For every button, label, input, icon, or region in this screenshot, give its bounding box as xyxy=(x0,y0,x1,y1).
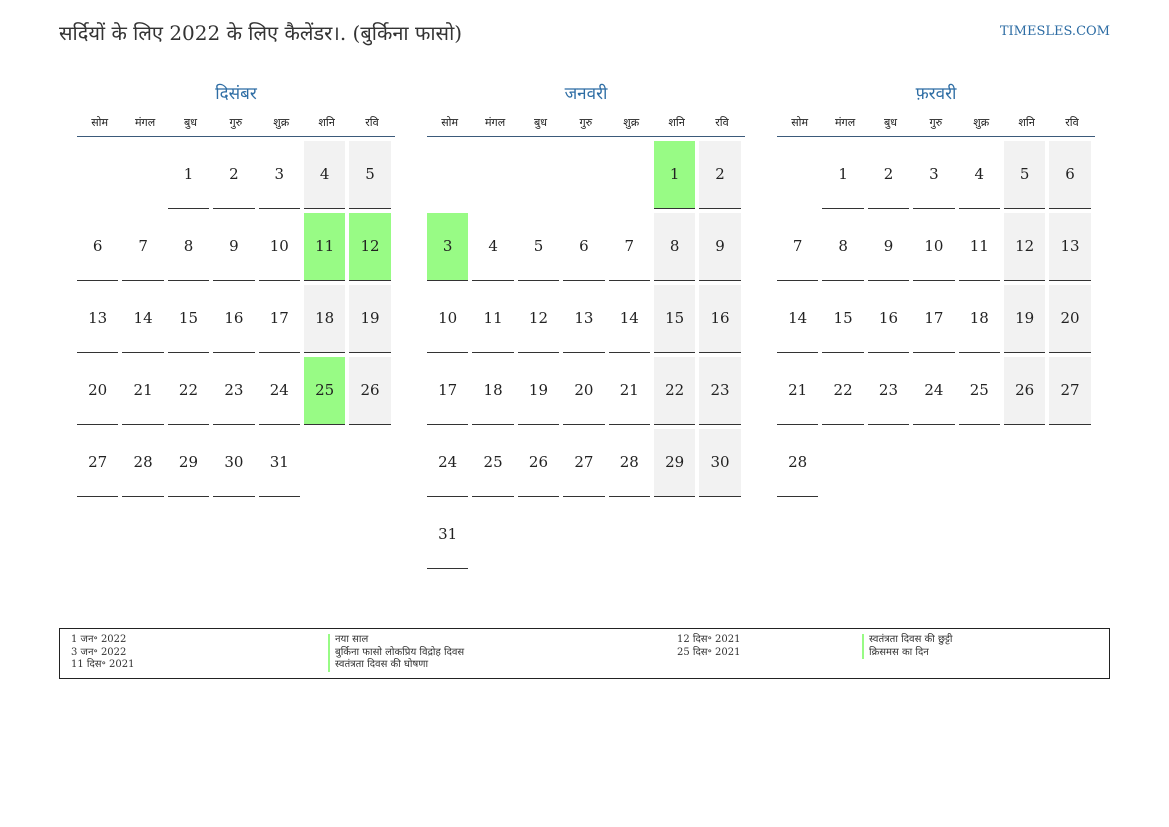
day-cell: 26 xyxy=(518,429,559,497)
weekday-label: रवि xyxy=(365,116,379,129)
legend-date: 1 जन॰ 2022 xyxy=(71,634,127,645)
day-cell: 8 xyxy=(822,213,863,281)
day-cell: 22 xyxy=(654,357,695,425)
empty-cell xyxy=(609,141,650,208)
day-cell: 24 xyxy=(913,357,954,425)
legend-date: 25 दिस॰ 2021 xyxy=(677,646,741,658)
empty-cell xyxy=(472,141,513,208)
day-cell: 6 xyxy=(77,213,118,281)
legend-holiday-name: स्वतंत्रता दिवस की घोषणा xyxy=(328,659,464,672)
day-cell: 12 xyxy=(1004,213,1045,281)
day-cell: 15 xyxy=(654,285,695,353)
day-cell: 28 xyxy=(777,429,818,497)
day-cell: 10 xyxy=(259,213,300,281)
legend-date: 12 दिस॰ 2021 xyxy=(677,634,741,645)
day-cell: 27 xyxy=(563,429,604,497)
day-cell: 2 xyxy=(699,141,740,209)
day-cell: 20 xyxy=(77,357,118,425)
weekday-label: गुरु xyxy=(579,116,593,129)
day-cell: 8 xyxy=(168,213,209,281)
weekday-label: मंगल xyxy=(484,116,506,129)
weekday-label: बुध xyxy=(183,116,197,129)
day-cell: 26 xyxy=(1004,357,1045,425)
day-cell: 10 xyxy=(427,285,468,353)
legend-holiday-name: स्वतंत्रता दिवस की छुट्टी xyxy=(862,634,952,647)
day-cell: 7 xyxy=(777,213,818,281)
day-cell: 28 xyxy=(122,429,163,497)
day-cell: 11 xyxy=(959,213,1000,281)
month-december xyxy=(77,82,395,497)
legend-holiday-name: बुर्किना फासो लोकप्रिय विद्रोह दिवस xyxy=(328,647,464,660)
day-cell: 17 xyxy=(913,285,954,353)
month-february xyxy=(777,82,1095,497)
weekday-label: बुध xyxy=(533,116,547,129)
weekday-label: शुक्र xyxy=(273,116,290,129)
day-cell: 22 xyxy=(822,357,863,425)
day-cell: 30 xyxy=(699,429,740,497)
weekday-label: बुध xyxy=(883,116,897,129)
day-cell: 17 xyxy=(427,357,468,425)
day-cell: 5 xyxy=(349,141,390,209)
month-title: दिसंबर xyxy=(215,84,257,104)
day-cell: 17 xyxy=(259,285,300,353)
day-cell: 13 xyxy=(563,285,604,353)
day-cell: 24 xyxy=(259,357,300,425)
day-cell: 15 xyxy=(822,285,863,353)
day-cell: 11 xyxy=(304,213,345,281)
month-title: जनवरी xyxy=(564,84,608,104)
day-cell: 2 xyxy=(868,141,909,209)
day-grid xyxy=(77,141,395,497)
day-cell: 25 xyxy=(472,429,513,497)
empty-cell xyxy=(777,141,818,208)
weekday-label: शुक्र xyxy=(973,116,990,129)
day-cell: 12 xyxy=(518,285,559,353)
day-cell: 25 xyxy=(959,357,1000,425)
weekday-label: शनि xyxy=(1018,116,1035,129)
day-cell: 8 xyxy=(654,213,695,281)
day-cell: 4 xyxy=(304,141,345,209)
day-cell: 16 xyxy=(868,285,909,353)
day-cell: 31 xyxy=(259,429,300,497)
day-cell: 30 xyxy=(213,429,254,497)
weekday-header xyxy=(777,110,1095,137)
day-grid xyxy=(427,141,745,569)
empty-cell xyxy=(563,141,604,208)
holiday-legend xyxy=(59,628,1110,679)
empty-cell xyxy=(427,141,468,208)
legend-date: 3 जन॰ 2022 xyxy=(71,646,127,658)
weekday-label: शनि xyxy=(318,116,335,129)
day-cell: 24 xyxy=(427,429,468,497)
month-january xyxy=(427,82,745,569)
day-cell: 12 xyxy=(349,213,390,281)
page-title: सर्दियों के लिए 2022 के लिए कैलेंडर।. (बुर्किना फासो) xyxy=(59,21,463,45)
weekday-label: गुरु xyxy=(229,116,243,129)
day-cell: 25 xyxy=(304,357,345,425)
day-cell: 9 xyxy=(699,213,740,281)
day-cell: 11 xyxy=(472,285,513,353)
weekday-header xyxy=(427,110,745,137)
weekday-label: गुरु xyxy=(929,116,943,129)
day-cell: 23 xyxy=(868,357,909,425)
day-cell: 29 xyxy=(654,429,695,497)
day-cell: 19 xyxy=(349,285,390,353)
weekday-label: शनि xyxy=(668,116,685,129)
day-cell: 23 xyxy=(699,357,740,425)
day-cell: 20 xyxy=(1049,285,1090,353)
weekday-label: सोम xyxy=(91,116,109,129)
day-cell: 4 xyxy=(472,213,513,281)
day-cell: 20 xyxy=(563,357,604,425)
day-cell: 31 xyxy=(427,501,468,569)
day-cell: 1 xyxy=(654,141,695,209)
day-cell: 16 xyxy=(213,285,254,353)
day-grid xyxy=(777,141,1095,497)
day-cell: 5 xyxy=(518,213,559,281)
weekday-label: रवि xyxy=(715,116,729,129)
day-cell: 28 xyxy=(609,429,650,497)
day-cell: 9 xyxy=(213,213,254,281)
day-cell: 6 xyxy=(563,213,604,281)
day-cell: 27 xyxy=(77,429,118,497)
day-cell: 15 xyxy=(168,285,209,353)
empty-cell xyxy=(122,141,163,208)
day-cell: 27 xyxy=(1049,357,1090,425)
day-cell: 29 xyxy=(168,429,209,497)
day-cell: 18 xyxy=(304,285,345,353)
day-cell: 14 xyxy=(122,285,163,353)
weekday-header xyxy=(77,110,395,137)
day-cell: 16 xyxy=(699,285,740,353)
legend-holiday-name: क्रिसमस का दिन xyxy=(862,647,952,660)
day-cell: 19 xyxy=(518,357,559,425)
weekday-label: सोम xyxy=(791,116,809,129)
weekday-label: सोम xyxy=(441,116,459,129)
site-link[interactable]: TIMESLES.COM xyxy=(999,24,1110,39)
day-cell: 1 xyxy=(168,141,209,209)
weekday-label: शुक्र xyxy=(623,116,640,129)
day-cell: 19 xyxy=(1004,285,1045,353)
day-cell: 13 xyxy=(1049,213,1090,281)
empty-cell xyxy=(518,141,559,208)
day-cell: 14 xyxy=(777,285,818,353)
weekday-label: रवि xyxy=(1065,116,1079,129)
day-cell: 13 xyxy=(77,285,118,353)
legend-holiday-name: नया साल xyxy=(328,634,464,647)
day-cell: 26 xyxy=(349,357,390,425)
day-cell: 14 xyxy=(609,285,650,353)
day-cell: 6 xyxy=(1049,141,1090,209)
day-cell: 10 xyxy=(913,213,954,281)
day-cell: 18 xyxy=(959,285,1000,353)
weekday-label: मंगल xyxy=(134,116,156,129)
day-cell: 3 xyxy=(427,213,468,281)
day-cell: 18 xyxy=(472,357,513,425)
day-cell: 2 xyxy=(213,141,254,209)
day-cell: 3 xyxy=(913,141,954,209)
day-cell: 21 xyxy=(122,357,163,425)
day-cell: 7 xyxy=(609,213,650,281)
empty-cell xyxy=(77,141,118,208)
day-cell: 23 xyxy=(213,357,254,425)
day-cell: 4 xyxy=(959,141,1000,209)
day-cell: 3 xyxy=(259,141,300,209)
day-cell: 22 xyxy=(168,357,209,425)
day-cell: 9 xyxy=(868,213,909,281)
day-cell: 5 xyxy=(1004,141,1045,209)
weekday-label: मंगल xyxy=(834,116,856,129)
month-title: फ़रवरी xyxy=(915,84,957,104)
legend-date: 11 दिस॰ 2021 xyxy=(71,659,135,670)
day-cell: 7 xyxy=(122,213,163,281)
day-cell: 1 xyxy=(822,141,863,209)
day-cell: 21 xyxy=(777,357,818,425)
day-cell: 21 xyxy=(609,357,650,425)
